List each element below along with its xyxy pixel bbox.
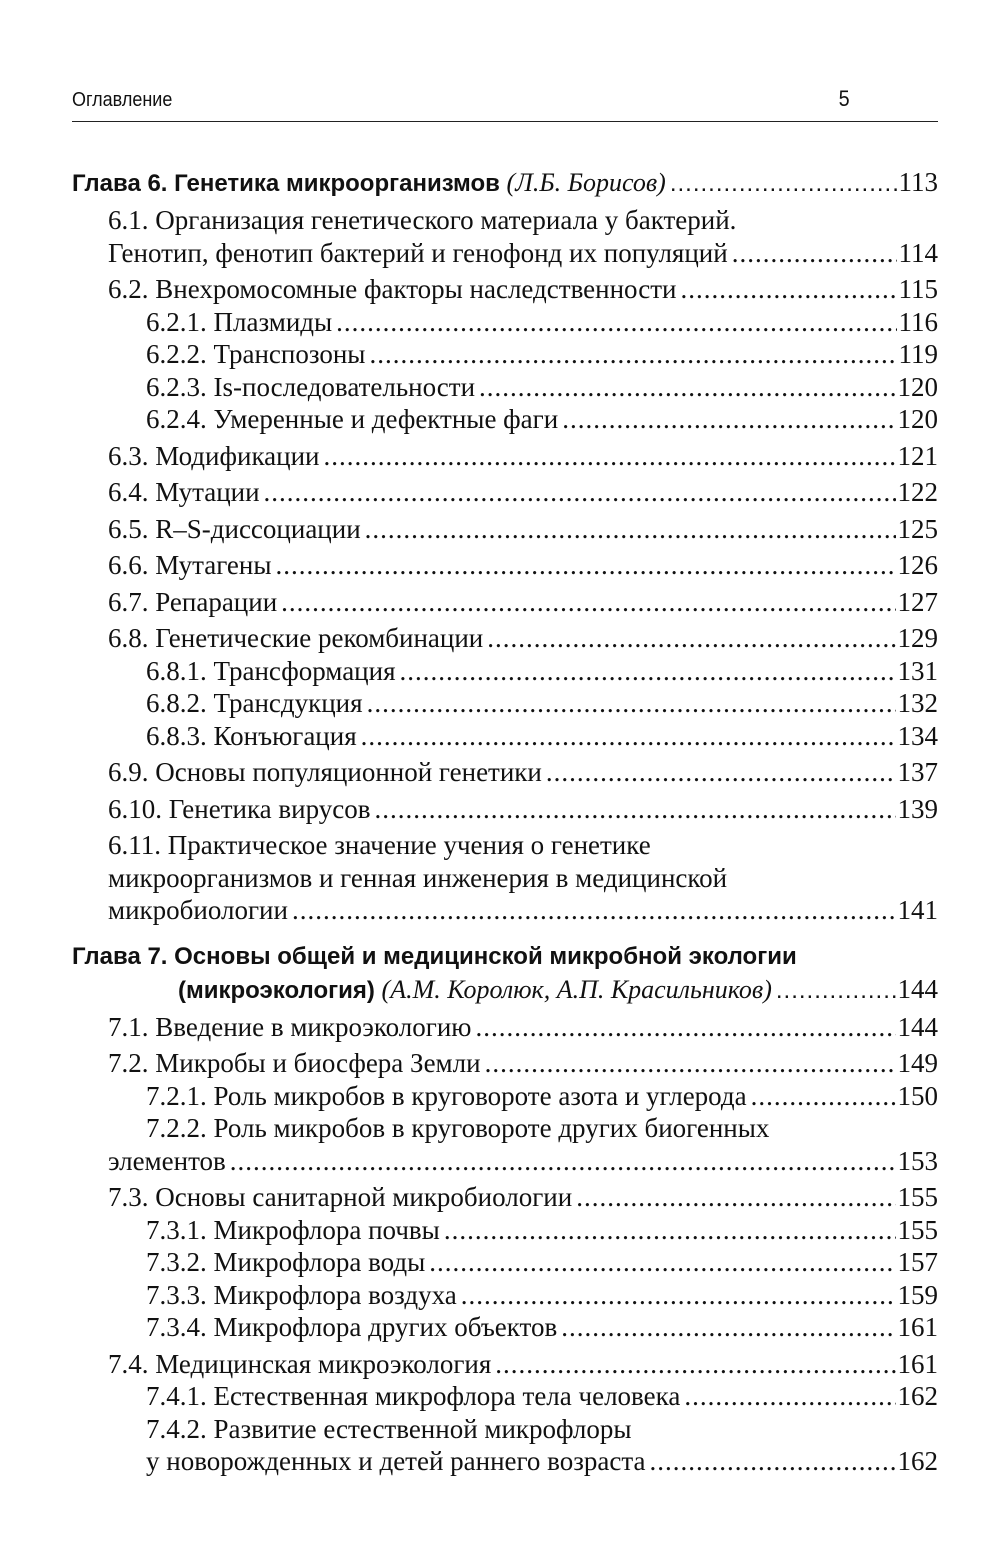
page-number: 5: [838, 86, 850, 111]
toc-subentry: [72, 306, 938, 339]
toc-subentry: [72, 1380, 938, 1413]
leader-dots: [670, 168, 897, 200]
page-ref: 131: [897, 655, 938, 686]
entry-line: [72, 237, 938, 270]
page-ref: 155: [897, 1182, 938, 1212]
running-head-title: Оглавление: [72, 89, 173, 111]
entry-text: 7.2. Микробы и биосфера Земли: [108, 1048, 481, 1078]
entry-line: [72, 1080, 938, 1113]
entry-line: [72, 1181, 938, 1214]
entry-text: 6.8.3. Конъюгация: [146, 720, 357, 751]
entry-text: 7.4.1. Естественная микрофлора тела человека: [146, 1381, 681, 1411]
page-ref: 122: [897, 477, 938, 507]
toc-entry: [72, 1047, 938, 1080]
leader-dots: [684, 1380, 895, 1413]
leader-dots: [281, 586, 895, 619]
entry-line: [72, 622, 938, 655]
leader-dots: [369, 338, 896, 371]
entry-text: Генотип, фенотип бактерий и генофонд их популяций: [108, 237, 728, 268]
chapter-heading: [72, 941, 938, 1007]
page-ref: 153: [897, 1145, 938, 1176]
chapter-heading: [72, 166, 938, 200]
toc-entry: [72, 273, 938, 306]
toc-entry: [72, 1011, 938, 1044]
page-ref: 144: [897, 973, 938, 1004]
leader-dots: [336, 306, 896, 339]
toc-subentry: [72, 720, 938, 753]
leader-dots: [375, 793, 896, 826]
leader-dots: [461, 1279, 896, 1312]
leader-dots: [562, 403, 895, 436]
entry-line: [72, 586, 938, 619]
entry-line: [72, 440, 938, 473]
entry-line: 7.4.2. Развитие естественной микрофлоры: [146, 1413, 632, 1444]
leader-dots: [751, 1080, 896, 1113]
entry-text: 6.8.2. Трансдукция: [146, 688, 363, 718]
entry-text: 6.2.3. Is-последовательности: [146, 371, 476, 402]
page-ref: 125: [897, 513, 938, 544]
toc-subentry: [72, 1214, 938, 1247]
toc-subentry: [72, 1112, 938, 1177]
page-ref: 150: [897, 1080, 938, 1111]
toc-entry: [72, 829, 938, 927]
entry-line: [72, 338, 938, 371]
entry-line: 6.1. Организация генетического материала у бактерий.: [108, 205, 737, 235]
toc-entry: [72, 513, 938, 546]
leader-dots: [487, 622, 895, 655]
entry-line: [72, 1445, 938, 1478]
entry-text: 6.8.1. Трансформация: [146, 655, 396, 686]
toc-subentry: [72, 1246, 938, 1279]
entry-text: 6.2.1. Плазмиды: [146, 306, 333, 337]
entry-text: 6.3. Модификации: [108, 440, 320, 471]
entry-line: [72, 1311, 938, 1344]
entry-line: [72, 1279, 938, 1312]
leader-dots: [576, 1181, 895, 1214]
leader-dots: [361, 720, 896, 753]
toc-entry: [72, 1181, 938, 1214]
entry-text: 7.3.4. Микрофлора других объектов: [146, 1312, 558, 1342]
entry-text: 6.9. Основы популяционной генетики: [108, 757, 542, 787]
page-ref: 129: [897, 623, 938, 653]
leader-dots: [276, 549, 896, 582]
page-ref: 155: [897, 1214, 938, 1245]
entry-text: 7.3.2. Микрофлора воды: [146, 1247, 426, 1277]
page-ref: 132: [897, 688, 938, 718]
leader-dots: [680, 273, 896, 306]
chapter-title-line: [72, 166, 938, 200]
entry-line: [72, 273, 938, 306]
chapter-author: (Л.Б. Борисов): [506, 168, 666, 197]
entry-text: 7.3.3. Микрофлора воздуха: [146, 1279, 457, 1310]
page-ref: 159: [897, 1279, 938, 1310]
page-ref: 161: [897, 1312, 938, 1342]
page-ref: 149: [897, 1048, 938, 1078]
toc-subentry: [72, 655, 938, 688]
entry-line: 6.11. Практическое значение учения о генетике: [108, 830, 651, 860]
page-ref: 162: [897, 1381, 938, 1411]
entry-line: [72, 403, 938, 436]
page-ref: 157: [897, 1247, 938, 1277]
toc-subentry: [72, 338, 938, 371]
toc-subentry: [72, 687, 938, 720]
leader-dots: [230, 1145, 896, 1178]
entry-line: [72, 1214, 938, 1247]
entry-line: [72, 1047, 938, 1080]
entry-line: [72, 720, 938, 753]
entry-line: [72, 549, 938, 582]
entry-text: 7.4. Медицинская микроэкология: [108, 1348, 492, 1379]
entry-line: [72, 1380, 938, 1413]
page-ref: 161: [897, 1348, 938, 1379]
entry-line: микроорганизмов и генная инженерия в медицинской: [108, 862, 728, 893]
entry-text: 6.5. R–S-диссоциации: [108, 513, 361, 544]
page-ref: 144: [897, 1011, 938, 1042]
leader-dots: [429, 1246, 895, 1279]
page-ref: 116: [898, 306, 938, 337]
entry-line: [72, 1011, 938, 1044]
entry-text: 7.3.1. Микрофлора почвы: [146, 1214, 440, 1245]
entry-line: [72, 1348, 938, 1381]
toc-subentry: [72, 371, 938, 404]
leader-dots: [479, 371, 895, 404]
toc-entry: [72, 440, 938, 473]
entry-line: [72, 894, 938, 927]
toc-entry: [72, 549, 938, 582]
leader-dots: [365, 513, 896, 546]
entry-text: 6.6. Мутагены: [108, 550, 272, 580]
entry-line: [72, 687, 938, 720]
entry-line: [72, 793, 938, 826]
entry-text: 6.4. Мутации: [108, 477, 260, 507]
entry-line: [72, 513, 938, 546]
toc-entry: [72, 586, 938, 619]
chapter-author: (А.М. Королюк, А.П. Красильников): [381, 974, 772, 1004]
leader-dots: [776, 975, 896, 1007]
chapter-title-line: [72, 941, 938, 973]
leader-dots: [485, 1047, 896, 1080]
entry-text: 7.3. Основы санитарной микробиологии: [108, 1182, 573, 1212]
entry-text: 7.2.1. Роль микробов в круговороте азота и углерода: [146, 1080, 747, 1111]
leader-dots: [444, 1214, 896, 1247]
entry-text: 7.1. Введение в микроэкологию: [108, 1011, 472, 1042]
running-head: [72, 86, 850, 112]
leader-dots: [292, 894, 896, 927]
page-ref: 141: [897, 895, 938, 925]
leader-dots: [495, 1348, 895, 1381]
page-ref: 137: [897, 757, 938, 787]
page-ref: 139: [897, 793, 938, 824]
page-ref: 126: [897, 550, 938, 580]
leader-dots: [732, 237, 897, 270]
toc-subentry: [72, 403, 938, 436]
page-ref: 120: [897, 404, 938, 434]
toc-entry: [72, 204, 938, 269]
page-ref: 120: [897, 371, 938, 402]
chapter-title-cont: (микроэкология): [178, 976, 375, 1004]
leader-dots: [323, 440, 895, 473]
toc-subentry: [72, 1311, 938, 1344]
leader-dots: [546, 756, 896, 789]
entry-line: [72, 655, 938, 688]
leader-dots: [561, 1311, 895, 1344]
header-rule: [72, 121, 938, 122]
entry-text: 6.7. Репарации: [108, 586, 278, 617]
entry-text: 6.8. Генетические рекомбинации: [108, 623, 484, 653]
entry-line: [72, 371, 938, 404]
entry-line: [72, 1246, 938, 1279]
chapter-title: Глава 6. Генетика микроорганизмов: [72, 170, 500, 197]
entry-text: у новорожденных и детей раннего возраста: [146, 1446, 646, 1476]
entry-line: [72, 306, 938, 339]
page-ref: 134: [897, 720, 938, 751]
entry-line: 7.2.2. Роль микробов в круговороте других биогенных: [146, 1113, 770, 1143]
entry-text: элементов: [108, 1145, 226, 1176]
entry-text: 6.10. Генетика вирусов: [108, 793, 371, 824]
entry-line: [72, 476, 938, 509]
toc-subentry: [72, 1080, 938, 1113]
leader-dots: [650, 1445, 896, 1478]
toc-entry: [72, 1348, 938, 1381]
chapter-title-line: [72, 973, 938, 1007]
chapter-title: Глава 7. Основы общей и медицинской микробной экологии: [72, 942, 797, 970]
page-ref: 114: [898, 237, 938, 268]
toc-subentry: [72, 1279, 938, 1312]
leader-dots: [475, 1011, 895, 1044]
page-ref: 127: [897, 586, 938, 617]
table-of-contents: [72, 166, 938, 1478]
entry-text: 6.2.2. Транспозоны: [146, 339, 366, 369]
entry-text: 6.2. Внехромосомные факторы наследственности: [108, 274, 677, 304]
leader-dots: [400, 655, 896, 688]
entry-line: [72, 1145, 938, 1178]
entry-text: микробиологии: [108, 895, 288, 925]
entry-text: 6.2.4. Умеренные и дефектные фаги: [146, 404, 559, 434]
toc-entry: [72, 793, 938, 826]
toc-entry: [72, 756, 938, 789]
leader-dots: [264, 476, 896, 509]
leader-dots: [367, 687, 896, 720]
toc-entry: [72, 622, 938, 655]
toc-entry: [72, 476, 938, 509]
page-ref: 121: [897, 440, 938, 471]
toc-subentry: [72, 1413, 938, 1478]
page-ref: 113: [898, 167, 938, 197]
entry-line: [72, 756, 938, 789]
page-ref: 115: [898, 274, 938, 304]
page-ref: 162: [897, 1446, 938, 1476]
page-ref: 119: [898, 339, 938, 369]
